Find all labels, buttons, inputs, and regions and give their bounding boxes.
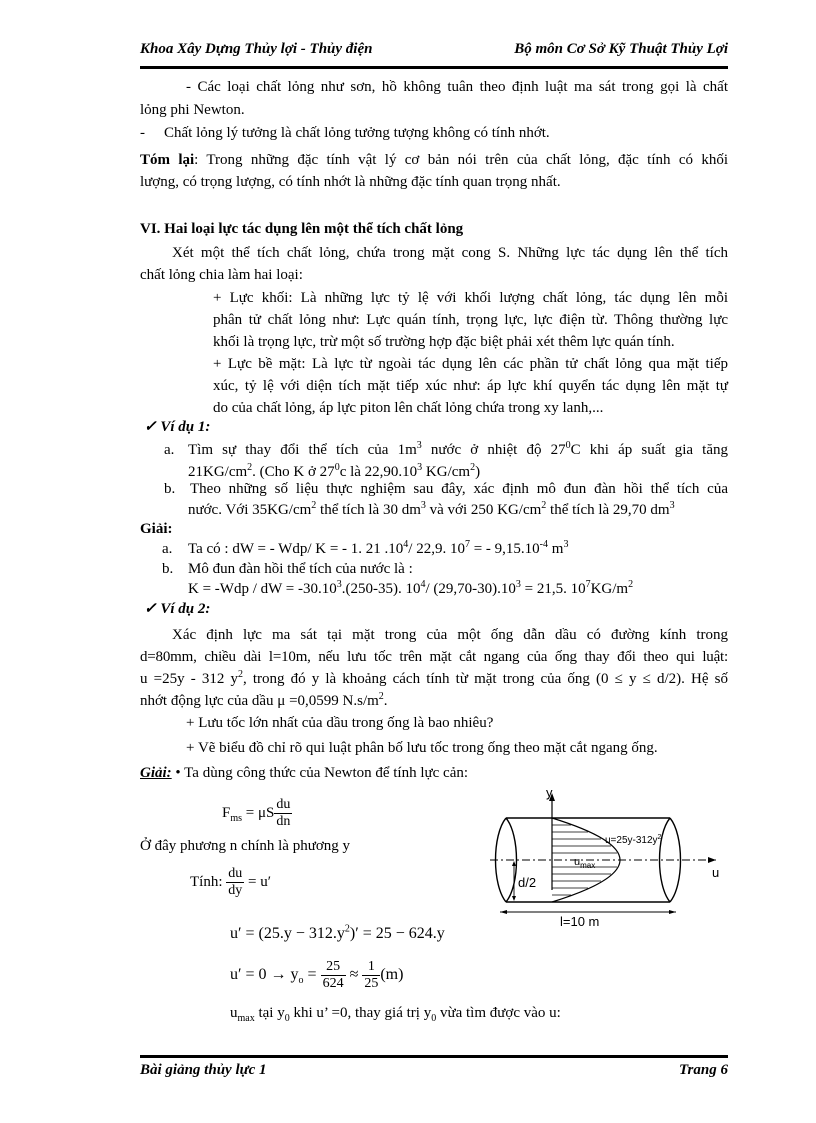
example-2-line2: d=80mm, chiều dài l=10m, nếu lưu tốc trên mặt cắt ngang của ống thay đổi theo qui luật: <box>140 649 728 665</box>
body-force-line2: phân tử chất lỏng như: Lực quán tính, trọng lực, lực điện từ. Thông thường lực <box>213 312 728 328</box>
du-dn-fraction: $\frac{du}{dn}$ <box>276 797 291 830</box>
check-icon: ✓ <box>144 601 157 617</box>
summary-label: Tóm lại <box>140 152 195 168</box>
example-2-line4: nhớt động lực của dầu μ =0,0599 $N.s/m^2$. <box>140 691 388 709</box>
surface-force-line3: do của chất lỏng, áp lực piton lên chất lỏng chứa trong xy lanh,... <box>213 400 604 416</box>
example-2-label: Ví dụ 2: <box>160 601 211 617</box>
eq-derivative: $u' = (25.y - 312.y^2)' = 25 - 624.y$ <box>230 923 445 942</box>
bullet-icon: • <box>175 765 181 781</box>
item-b-label: b. <box>164 481 176 497</box>
y-axis-label: y <box>546 785 553 800</box>
solution-1-label: Giải: <box>140 521 173 537</box>
para-4-line1: Xét một thể tích chất lỏng, chứa trong mặt cong S. Những lực tác dụng lên thể tích <box>172 245 728 261</box>
example-1a-line1: Tìm sự thay đổi thể tích của $1m^3$ nước ở nhiệt độ $27^0C$ khi áp suất gia tăng <box>188 440 728 458</box>
footer-right: Trang 6 <box>678 1062 728 1078</box>
item-a-label: a. <box>164 442 175 458</box>
example-2-line3: u =25y - 312 $y^2$, trong đó y là khoảng cách tính từ mặt trong của ống (0 ≤ y ≤ d/2). Hệ số <box>140 669 728 687</box>
para-1-line1: - Các loại chất lỏng như sơn, hồ không tuân theo định luật ma sát trong gọi là chất <box>186 79 728 95</box>
body-force-line1: + Lực khối: Là những lực tỷ lệ với khối lượng chất lỏng, tác dụng lên mỗi <box>213 290 728 306</box>
check-icon: ✓ <box>144 419 157 435</box>
formula-label: $u=25y-312y^2$ <box>605 834 662 846</box>
header-left: Khoa Xây Dựng Thủy lợi - Thủy điện <box>140 41 373 57</box>
u-axis-arrow <box>708 857 716 863</box>
para-3-line1 <box>140 151 728 169</box>
para-1-line2: lỏng phi Newton. <box>140 102 245 118</box>
surface-force-line1: + Lực bề mặt: Là lực từ ngoài tác dụng lên các phần tử chất lỏng qua mặt tiếp <box>213 356 728 372</box>
example-1a-line2: $21KG/cm^2$. (Cho K ở $27^0c$ là 22,90.10$^3$ $KG/cm^2$) <box>188 462 481 480</box>
bullet-dash: - <box>140 125 145 141</box>
header-right: Bộ môn Cơ Sở Kỹ Thuật Thủy Lợi <box>514 41 728 57</box>
para-3-line2: lượng, có trọng lượng, có tính nhớt là những đặc tính quan trọng nhất. <box>140 174 561 190</box>
surface-force-line2: xúc, tỷ lệ với diện tích mặt tiếp xúc như: áp lực khí quyển tác dụng lên mặt tự <box>213 378 728 394</box>
solution-2-label: Giải: <box>140 765 172 781</box>
solution-1c: K = -Wdp / dW = $-30.10^3.(250-35)$. $10^4/$ $(29,70-30).10^3 = 21,5$. $10^7KG/m^2$ <box>188 579 634 597</box>
solution-1b: Mô đun đàn hồi thể tích của nước là : <box>188 561 413 577</box>
footer-rule <box>140 1055 728 1058</box>
d2-label: d/2 <box>518 875 537 890</box>
sol-a-label: a. <box>162 541 173 557</box>
section-heading: VI. Hai loại lực tác dụng lên một thể tích chất lỏng <box>140 221 464 237</box>
example-1b-line1: Theo những số liệu thực nghiệm sau đây, xác định mô đun đàn hồi thể tích của <box>190 481 728 497</box>
header-rule <box>140 66 728 69</box>
u-axis-label: u <box>712 865 720 880</box>
para-4-line2: chất lỏng chia làm hai loại: <box>140 267 303 283</box>
example-1-label: Ví dụ 1: <box>160 419 211 435</box>
example-2-q2: + Vẽ biểu đồ chỉ rõ qui luật phân bố lưu tốc trong ống theo mặt cắt ngang ống. <box>186 740 658 756</box>
body-force-line3: khối là trọng lực, trừ một số trường hợp đặc biệt phải xét thêm lực quán tính. <box>213 334 675 350</box>
eq-y0: $u' = 0 \to y_o$ = $\frac{25}{624}$ ≈ $\frac{1}{25}$ (m) <box>230 958 404 991</box>
sol-b-label: b. <box>162 561 174 577</box>
direction-note: Ở đây phương n chính là phương y <box>140 838 351 854</box>
para-3-text: : Trong những đặc tính vật lý cơ bản nói trên của chất lỏng, đặc tính có khối <box>194 152 728 168</box>
newton-formula: $F_{ms} = \mu S$ $\frac{du}{dn}$ <box>222 797 291 830</box>
page-header <box>140 41 728 63</box>
umax-label: $u_{max}$ <box>574 856 596 870</box>
du-dy-fraction: $\frac{du}{dy}$ <box>228 866 243 899</box>
example-2-line1: Xác định lực ma sát tại mặt trong của một ống dẫn dầu có đường kính trong <box>172 627 728 643</box>
derivative-eq: Tính: $\frac{du}{dy}$ = u′ <box>190 866 271 899</box>
footer-left: Bài giảng thủy lực 1 <box>140 1062 267 1078</box>
example-2-q1: + Lưu tốc lớn nhất của dầu trong ống là bao nhiêu? <box>186 715 494 731</box>
length-label: l=10 m <box>560 914 600 929</box>
example-2-heading <box>144 600 210 618</box>
solution-1a: Ta có : dW = - Wdp/ K = - 1. 21 $.10^4/$ 22,9. $10^7$ = - $9,15.10^{-4}$ $m^3$ <box>188 539 569 557</box>
pipe-velocity-figure <box>480 785 730 930</box>
last-line: $u_{max}$ tại $y_0$ khi u’ =0, thay giá trị $y_0$ vừa tìm được vào u: <box>230 1005 561 1024</box>
para-2: Chất lỏng lý tưởng là chất lỏng tưởng tượng không có tính nhớt. <box>164 125 550 141</box>
example-1b-line2: nước. Với $35KG/cm^2$ thể tích là 30 $dm^3$ và với 250 $KG/cm^2$ thể tích là 29,70 $dm^3$ <box>188 500 675 518</box>
example-1-heading <box>144 418 210 436</box>
solution-2-line: Giải: • Ta dùng công thức của Newton để tính lực cản: <box>140 765 469 781</box>
